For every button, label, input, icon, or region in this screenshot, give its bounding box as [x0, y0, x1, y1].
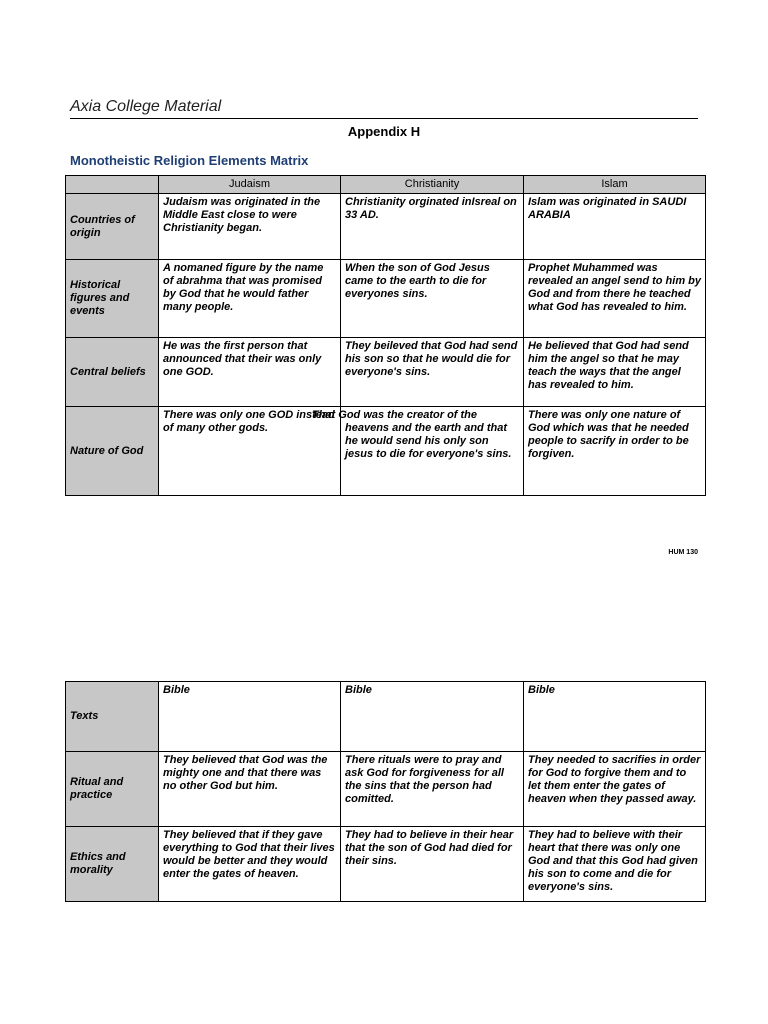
row-label: Ethics and morality	[66, 827, 159, 902]
cell-judaism: They believed that God was the mighty one and that there was no other God but him.	[159, 752, 341, 827]
religion-matrix-table-1	[65, 175, 706, 496]
cell-christianity: When the son of God Jesus came to the earth to die for everyones sins.	[341, 260, 524, 338]
cell-judaism: Judaism was originated in the Middle East close to were Christianity began.	[159, 194, 341, 260]
table-header-row	[66, 176, 706, 194]
corner-cell	[66, 176, 159, 194]
row-label: Ritual and practice	[66, 752, 159, 827]
row-label: Countries of origin	[66, 194, 159, 260]
table-row	[66, 260, 706, 338]
cell-christianity: They beileved that God had send his son so that he would die for everyone's sins.	[341, 338, 524, 407]
row-label: Central beliefs	[66, 338, 159, 407]
cell-judaism: There was only one GOD instead of many other gods.	[159, 407, 341, 496]
table-row	[66, 827, 706, 902]
cell-judaism: He was the first person that announced that their was only one GOD.	[159, 338, 341, 407]
cell-islam: They had to believe with their heart that there was only one God and that this God had given his son to come and die for everyone's sins.	[524, 827, 706, 902]
column-header-christianity: Christianity	[341, 176, 524, 194]
appendix-title: Appendix H	[347, 124, 421, 139]
header-title: Axia College Material	[70, 98, 222, 115]
document-header	[70, 98, 698, 119]
cell-christianity: Christianity orginated inIsreal on 33 AD.	[341, 194, 524, 260]
table-row	[66, 682, 706, 752]
row-label: Nature of God	[66, 407, 159, 496]
table-row	[66, 752, 706, 827]
table-row	[66, 407, 706, 496]
cell-christianity: They had to believe in their hear that the son of God had died for their sins.	[341, 827, 524, 902]
row-label: Historical figures and events	[66, 260, 159, 338]
table-row	[66, 194, 706, 260]
column-header-judaism: Judaism	[159, 176, 341, 194]
cell-christianity: Bible	[341, 682, 524, 752]
cell-islam: Islam was originated in SAUDI ARABIA	[524, 194, 706, 260]
cell-judaism: Bible	[159, 682, 341, 752]
table-row	[66, 338, 706, 407]
cell-islam: They needed to sacrifies in order for God to forgive them and to let them enter the gates of heaven when they passed away.	[524, 752, 706, 827]
column-header-islam: Islam	[524, 176, 706, 194]
cell-judaism: They believed that if they gave everything to God that their lives would be better and they would enter the gates of heaven.	[159, 827, 341, 902]
cell-christianity: That God was the creator of the heavens and the earth and that he would send his only son jesus to die for everyone's sins.	[341, 407, 524, 496]
cell-islam: He believed that God had send him the angel so that he may teach the ways that the angel has revealed to him.	[524, 338, 706, 407]
cell-islam: Bible	[524, 682, 706, 752]
religion-matrix-table-2	[65, 681, 706, 902]
cell-judaism: A nomaned figure by the name of abrahma that was promised by God that he would father many people.	[159, 260, 341, 338]
page-footer-code: HUM 130	[668, 549, 698, 556]
cell-islam: There was only one nature of God which was that he needed people to sacrify in order to be forgiven.	[524, 407, 706, 496]
row-label: Texts	[66, 682, 159, 752]
matrix-title: Monotheistic Religion Elements Matrix	[70, 153, 309, 168]
cell-christianity: There rituals were to pray and ask God for forgiveness for all the sins that the person had comitted.	[341, 752, 524, 827]
cell-islam: Prophet Muhammed was revealed an angel send to him by God and from there he teached what God has revealed to him.	[524, 260, 706, 338]
